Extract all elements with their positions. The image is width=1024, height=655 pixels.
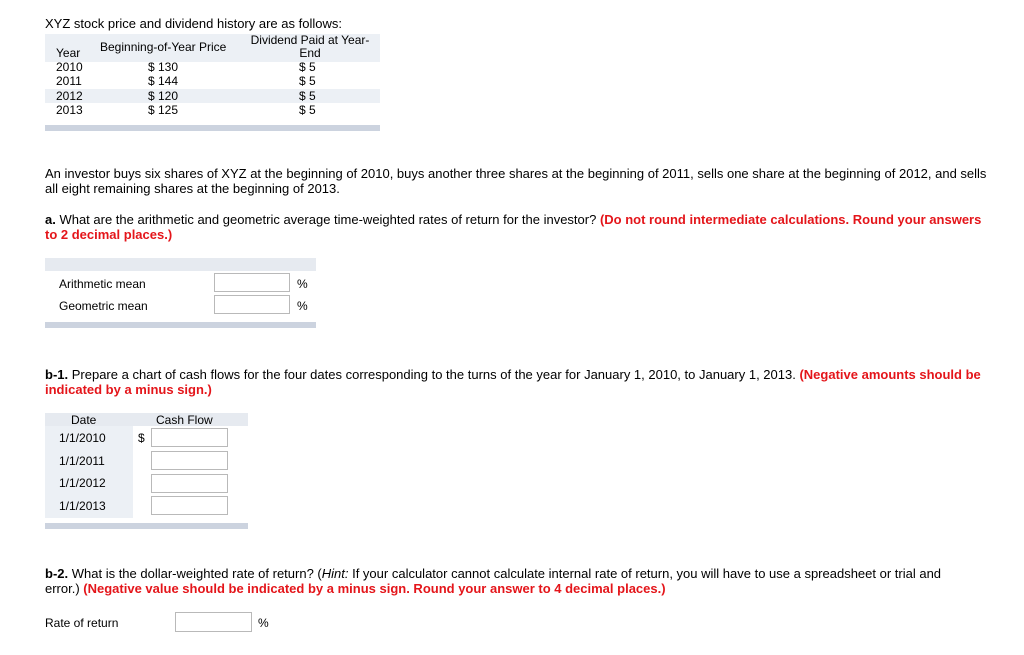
cash-flow-input-2012[interactable]: [151, 474, 228, 493]
cash-flow-input-2011[interactable]: [151, 451, 228, 470]
part-b2-line-2: [45, 582, 666, 596]
rate-of-return-label: Rate of return: [45, 616, 119, 630]
header-price: Beginning-of-Year Price: [100, 40, 227, 54]
row-year: 2011: [56, 74, 82, 88]
part-b1-question-text: Prepare a chart of cash flows for the four dates corresponding to the turns of the year for January 1, 2010, to January 1, 2013.: [68, 367, 800, 382]
part-b2-question: [45, 567, 941, 581]
scenario-line-1: An investor buys six shares of XYZ at the beginning of 2010, buys another three shares at the beginning of 2011, sells one share at the beginning of 2012, and sells: [45, 166, 987, 181]
table-row-bg: [45, 89, 380, 103]
part-b2-question-a: What is the dollar-weighted rate of return? (: [68, 566, 322, 581]
date-cell: 1/1/2012: [59, 476, 106, 490]
part-b2-question-b: If your calculator cannot calculate internal rate of return, you will have to use a spreadsheet or trial and: [348, 566, 942, 581]
cash-flow-input-2010[interactable]: [151, 428, 228, 447]
row-year: 2012: [56, 89, 83, 103]
header-date: Date: [71, 413, 97, 427]
part-a-instruction: (Do not round intermediate calculations. Round your answers: [599, 212, 982, 227]
cash-flow-bottom-bar: [45, 523, 248, 529]
table-bottom-bar: [45, 125, 380, 131]
row-dividend: $ 5: [299, 74, 316, 88]
date-cell: 1/1/2011: [59, 454, 105, 468]
part-b1-label: b-1.: [45, 367, 69, 382]
part-b1-question: [45, 368, 981, 382]
rate-of-return-unit: %: [258, 616, 269, 630]
part-b1-instruction: (Negative amounts should be: [799, 367, 981, 382]
header-year: Year: [56, 46, 81, 60]
part-a-question: [45, 213, 981, 227]
date-cell: 1/1/2013: [59, 499, 106, 513]
rate-of-return-input[interactable]: [175, 612, 252, 632]
part-a-instruction-2: to 2 decimal places.): [45, 227, 173, 242]
row-price: $ 130: [148, 60, 179, 74]
geometric-mean-label: Geometric mean: [59, 299, 148, 313]
header-dividend-2: End: [299, 46, 321, 60]
cash-flow-input-2013[interactable]: [151, 496, 228, 515]
hint-label: Hint:: [321, 566, 349, 581]
geometric-mean-input[interactable]: [214, 295, 290, 314]
arithmetic-mean-unit: %: [297, 277, 308, 291]
row-year: 2010: [56, 60, 83, 74]
part-b2-label: b-2.: [45, 566, 69, 581]
scenario-line-2: all eight remaining shares at the beginning of 2013.: [45, 181, 340, 196]
row-price: $ 120: [148, 89, 179, 103]
row-year: 2013: [56, 103, 83, 117]
row-dividend: $ 5: [299, 89, 316, 103]
currency-symbol: $: [138, 431, 145, 445]
geometric-mean-unit: %: [297, 299, 308, 313]
part-a-label: a.: [45, 212, 56, 227]
part-b2-question-line2: error.): [45, 581, 84, 596]
arithmetic-mean-input[interactable]: [214, 273, 290, 292]
header-dividend-1: Dividend Paid at Year-: [250, 33, 370, 47]
row-dividend: $ 5: [299, 60, 316, 74]
date-cell: 1/1/2010: [59, 431, 106, 445]
part-a-question-text: What are the arithmetic and geometric average time-weighted rates of return for the investor?: [55, 212, 600, 227]
header-cash-flow: Cash Flow: [156, 413, 213, 427]
arithmetic-mean-label: Arithmetic mean: [59, 277, 146, 291]
intro-text: XYZ stock price and dividend history are as follows:: [45, 16, 342, 31]
part-a-header-bg: [45, 258, 316, 271]
row-price: $ 144: [148, 74, 179, 88]
part-a-bottom-bar: [45, 322, 316, 328]
part-b2-instruction: (Negative value should be indicated by a minus sign. Round your answer to 4 decimal places.): [83, 581, 666, 596]
row-dividend: $ 5: [299, 103, 316, 117]
row-price: $ 125: [148, 103, 179, 117]
part-b1-instruction-2: indicated by a minus sign.): [45, 382, 212, 397]
